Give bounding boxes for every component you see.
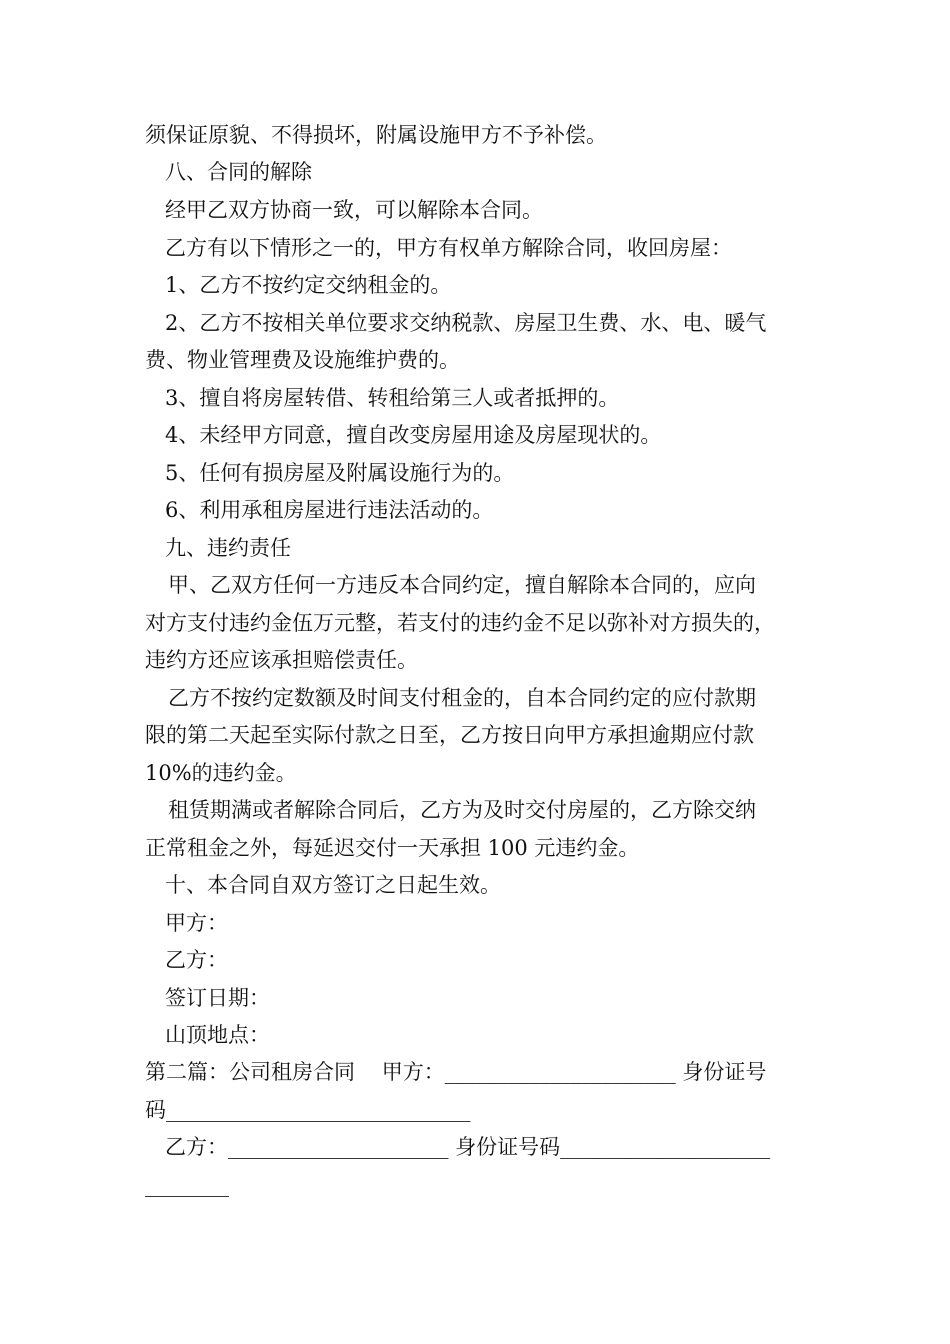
text-line: 租赁期满或者解除合同后，乙方为及时交付房屋的，乙方除交纳 (168, 798, 756, 822)
text-line: 10%的违约金。 (145, 761, 297, 785)
text-line: 乙方有以下情形之一的，甲方有权单方解除合同，收回房屋： (165, 236, 732, 260)
list-item: 4、未经甲方同意，擅自改变房屋用途及房屋现状的。 (165, 423, 662, 447)
signature-field-label: 乙方： (165, 948, 228, 972)
section-heading: 八、合同的解除 (165, 160, 312, 184)
text-line: 甲、乙双方任何一方违反本合同约定，擅自解除本合同的，应向 (168, 573, 756, 597)
signature-field-label: 签订日期： (165, 986, 270, 1010)
text-line: 限的第二天起至实际付款之日至，乙方按日向甲方承担逾期应付款 (145, 723, 754, 747)
text-line: ________ (145, 1173, 229, 1197)
signature-field-label: 山顶地点： (165, 1023, 270, 1047)
list-item: 3、擅自将房屋转借、转租给第三人或者抵押的。 (165, 386, 620, 410)
list-item: 1、乙方不按约定交纳租金的。 (165, 273, 452, 297)
signature-field-label: 甲方： (165, 911, 228, 935)
text-line: 第二篇：公司租房合同 甲方：______________________ 身份证号 (145, 1060, 767, 1084)
section-heading: 十、本合同自双方签订之日起生效。 (165, 873, 501, 897)
text-line: 违约方还应该承担赔偿责任。 (145, 648, 418, 672)
text-line: 码_____________________________ (145, 1098, 471, 1122)
text-line: 乙方：_____________________ 身份证号码____________________ (165, 1135, 771, 1159)
list-item: 2、乙方不按相关单位要求交纳税款、房屋卫生费、水、电、暖气 (165, 311, 767, 335)
text-line: 对方支付违约金伍万元整，若支付的违约金不足以弥补对方损失的， (145, 611, 775, 635)
section-heading: 九、违约责任 (165, 536, 291, 560)
text-line: 须保证原貌、不得损坏，附属设施甲方不予补偿。 (145, 123, 607, 147)
text-line: 乙方不按约定数额及时间支付租金的，自本合同约定的应付款期 (168, 686, 756, 710)
list-item: 6、利用承租房屋进行违法活动的。 (165, 498, 494, 522)
text-line: 费、物业管理费及设施维护费的。 (145, 348, 460, 372)
text-line: 正常租金之外，每延迟交付一天承担 100 元违约金。 (145, 836, 640, 860)
list-item: 5、任何有损房屋及附属设施行为的。 (165, 461, 515, 485)
text-line: 经甲乙双方协商一致，可以解除本合同。 (165, 198, 543, 222)
